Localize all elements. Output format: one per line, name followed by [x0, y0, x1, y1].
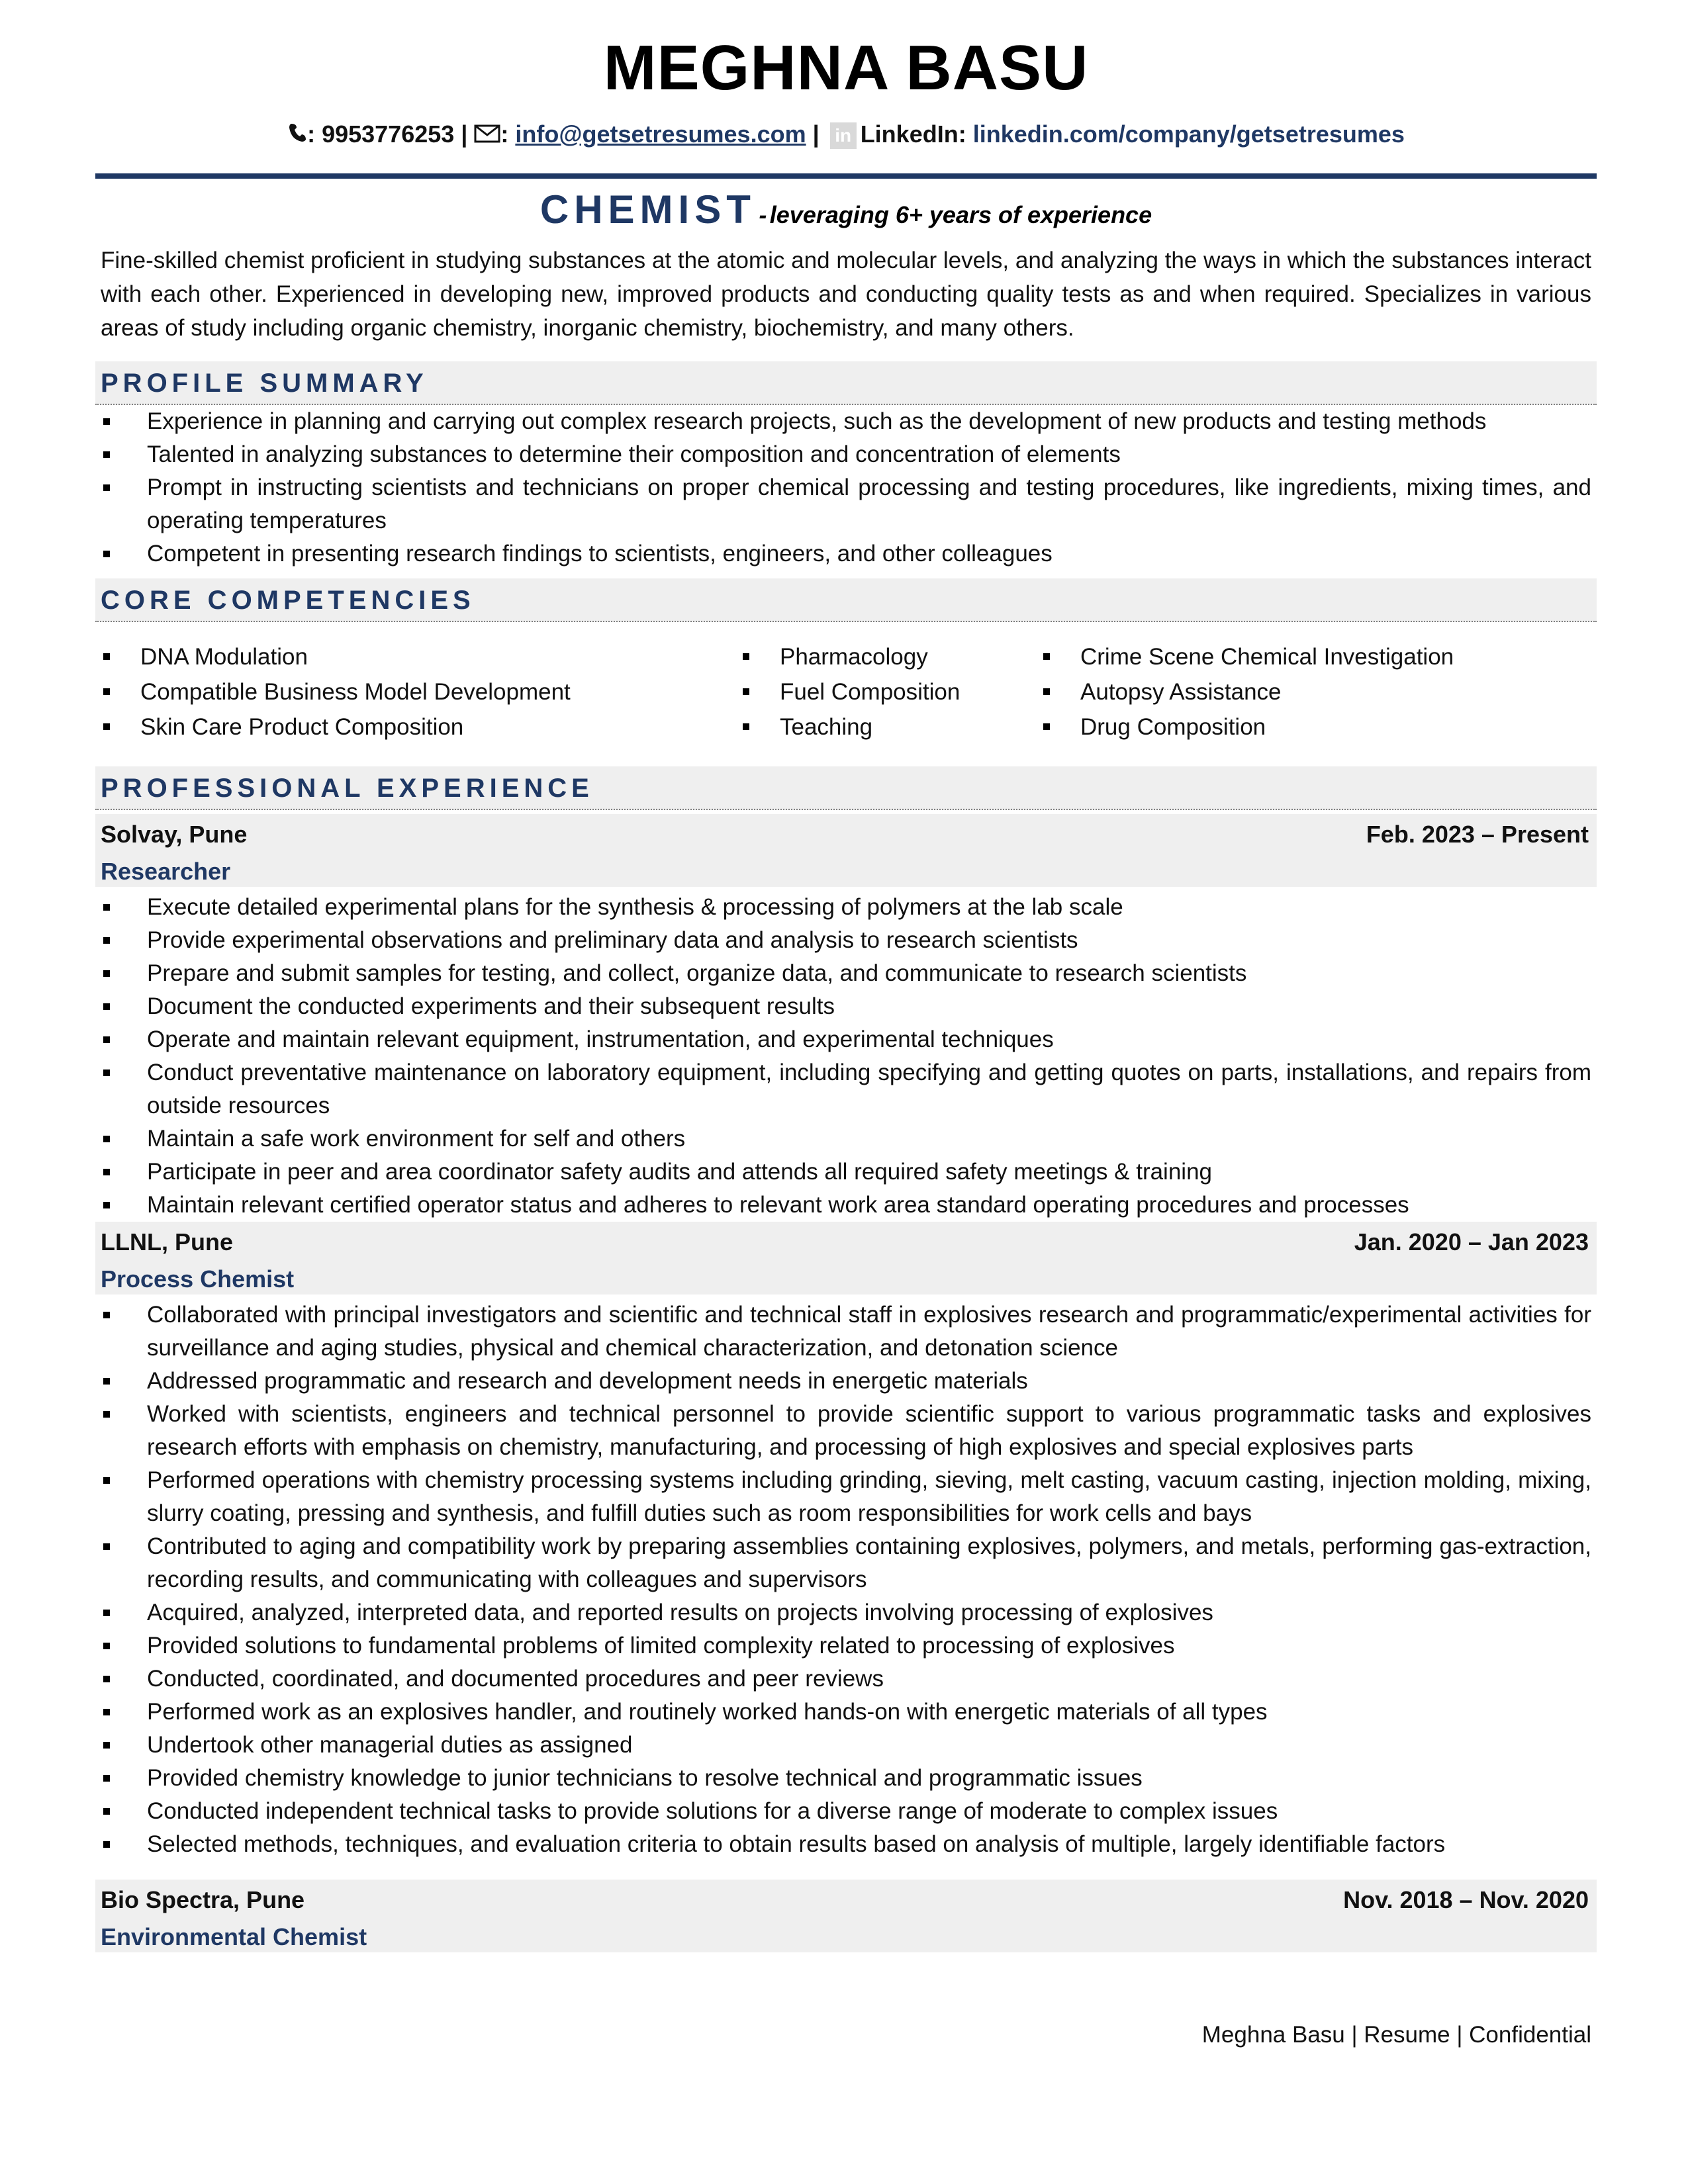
- list-item: Provided chemistry knowledge to junior technicians to resolve technical and programmatic issues: [101, 1762, 1591, 1795]
- list-item: Document the conducted experiments and their subsequent results: [101, 990, 1591, 1023]
- list-item: Talented in analyzing substances to determine their composition and concentration of elements: [101, 438, 1591, 471]
- phone-icon: [287, 120, 307, 151]
- list-item: Contributed to aging and compatibility work by preparing assemblies containing explosives, polymers, and metals, performing gas-extraction, recording results, and communicating with colleagues and supervisors: [101, 1530, 1591, 1596]
- company-name: LLNL, Pune: [101, 1228, 233, 1255]
- job-bullets-llnl: [101, 1298, 1591, 1861]
- list-item: Collaborated with principal investigators and scientific and technical staff in explosives research and programmatic/experimental activities for surveillance and aging studies, physical and chemical characterization, and detonation science: [101, 1298, 1591, 1365]
- list-item: Performed operations with chemistry processing systems including grinding, sieving, melt casting, vacuum casting, injection molding, mixing, slurry coating, pressing and synthesis, and fulfill duties such as room responsibilities for work cells and bays: [101, 1464, 1591, 1530]
- competency-item: Pharmacology: [740, 639, 960, 674]
- competencies-col-2: [740, 639, 960, 745]
- profile-summary-list: [101, 405, 1591, 570]
- list-item: Acquired, analyzed, interpreted data, and reported results on projects involving processing of explosives: [101, 1596, 1591, 1629]
- competency-item: Fuel Composition: [740, 674, 960, 709]
- section-core-competencies: [95, 578, 1597, 622]
- list-item: Provided solutions to fundamental problems of limited complexity related to processing of explosives: [101, 1629, 1591, 1662]
- email-link[interactable]: info@getsetresumes.com: [515, 120, 806, 148]
- section-heading: PROFILE SUMMARY: [101, 369, 428, 398]
- company-name: Bio Spectra, Pune: [101, 1886, 305, 1913]
- list-item: Addressed programmatic and research and development needs in energetic materials: [101, 1365, 1591, 1398]
- headline-dash: -: [759, 201, 767, 228]
- list-item: Conducted independent technical tasks to provide solutions for a diverse range of moderate to complex issues: [101, 1795, 1591, 1828]
- list-item: Worked with scientists, engineers and technical personnel to provide scientific support to various programmatic tasks and explosives research efforts with emphasis on chemistry, manufacturing, and processing of high explosives and special explosives parts: [101, 1398, 1591, 1464]
- phone-number: 9953776253: [322, 120, 455, 148]
- list-item: Competent in presenting research findings to scientists, engineers, and other colleagues: [101, 537, 1591, 570]
- section-heading: PROFESSIONAL EXPERIENCE: [101, 774, 594, 803]
- page-footer: Meghna Basu | Resume | Confidential: [1201, 2022, 1591, 2048]
- job-title: Environmental Chemist: [101, 1923, 367, 1950]
- list-item: Maintain relevant certified operator status and adheres to relevant work area standard operating procedures and processes: [101, 1189, 1591, 1222]
- list-item: Conduct preventative maintenance on laboratory equipment, including specifying and getting quotes on parts, installations, and repairs from outside resources: [101, 1056, 1591, 1122]
- role-title: CHEMIST: [539, 187, 756, 232]
- competency-item: Autopsy Assistance: [1041, 674, 1454, 709]
- list-item: Conducted, coordinated, and documented procedures and peer reviews: [101, 1662, 1591, 1696]
- list-item: Participate in peer and area coordinator safety audits and attends all required safety meetings & training: [101, 1156, 1591, 1189]
- section-heading: CORE COMPETENCIES: [101, 586, 475, 615]
- job-dates: Nov. 2018 – Nov. 2020: [1343, 1886, 1589, 1913]
- job-title: Researcher: [101, 858, 231, 885]
- list-item: Experience in planning and carrying out complex research projects, such as the development of new products and testing methods: [101, 405, 1591, 438]
- competencies-col-3: [1041, 639, 1454, 745]
- list-item: Provide experimental observations and preliminary data and analysis to research scientists: [101, 924, 1591, 957]
- linkedin-label: LinkedIn:: [860, 120, 966, 148]
- section-profile-summary: [95, 361, 1597, 405]
- job-dates: Jan. 2020 – Jan 2023: [1354, 1228, 1589, 1255]
- competency-item: Drug Composition: [1041, 709, 1454, 745]
- header-divider: [95, 173, 1597, 179]
- competency-item: Skin Care Product Composition: [101, 709, 571, 745]
- list-item: Prepare and submit samples for testing, and collect, organize data, and communicate to research scientists: [101, 957, 1591, 990]
- competency-item: Compatible Business Model Development: [101, 674, 571, 709]
- section-professional-experience: [95, 766, 1597, 810]
- intro-paragraph: Fine-skilled chemist proficient in studying substances at the atomic and molecular levels, and analyzing the ways in which the substances interact with each other. Experienced in developing new, improved products and conducting quality tests as and when required. Specializes in various areas of study including organic chemistry, inorganic chemistry, biochemistry, and many others.: [101, 248, 1591, 341]
- linkedin-link[interactable]: linkedin.com/company/getsetresumes: [972, 120, 1405, 148]
- job-header-bio-spectra: [95, 1880, 1597, 1952]
- list-item: Maintain a safe work environment for self and others: [101, 1122, 1591, 1156]
- contact-line: : 9953776253 | : info@getsetresumes.com | in LinkedIn: linkedin.com/company/getsetresumes: [95, 119, 1597, 151]
- candidate-name: MEGHNA BASU: [603, 32, 1089, 103]
- job-bullets-solvay: [101, 891, 1591, 1222]
- linkedin-icon: in: [830, 122, 857, 149]
- competency-item: Teaching: [740, 709, 960, 745]
- company-name: Solvay, Pune: [101, 821, 248, 848]
- job-dates: Feb. 2023 – Present: [1366, 821, 1589, 848]
- competencies-col-1: [101, 639, 571, 745]
- list-item: Performed work as an explosives handler, and routinely worked hands-on with energetic materials of all types: [101, 1696, 1591, 1729]
- competency-item: DNA Modulation: [101, 639, 571, 674]
- headline: [95, 187, 1597, 232]
- job-header-solvay: [95, 814, 1597, 887]
- list-item: Execute detailed experimental plans for the synthesis & processing of polymers at the lab scale: [101, 891, 1591, 924]
- list-item: Selected methods, techniques, and evaluation criteria to obtain results based on analysis of multiple, largely identifiable factors: [101, 1828, 1591, 1861]
- list-item: Operate and maintain relevant equipment, instrumentation, and experimental techniques: [101, 1023, 1591, 1056]
- list-item: Undertook other managerial duties as assigned: [101, 1729, 1591, 1762]
- list-item: Prompt in instructing scientists and technicians on proper chemical processing and testing procedures, like ingredients, mixing times, and operating temperatures: [101, 471, 1591, 537]
- competency-item: Crime Scene Chemical Investigation: [1041, 639, 1454, 674]
- headline-tagline: leveraging 6+ years of experience: [769, 201, 1152, 228]
- job-title: Process Chemist: [101, 1265, 295, 1293]
- job-header-llnl: [95, 1222, 1597, 1295]
- envelope-icon: [474, 120, 500, 151]
